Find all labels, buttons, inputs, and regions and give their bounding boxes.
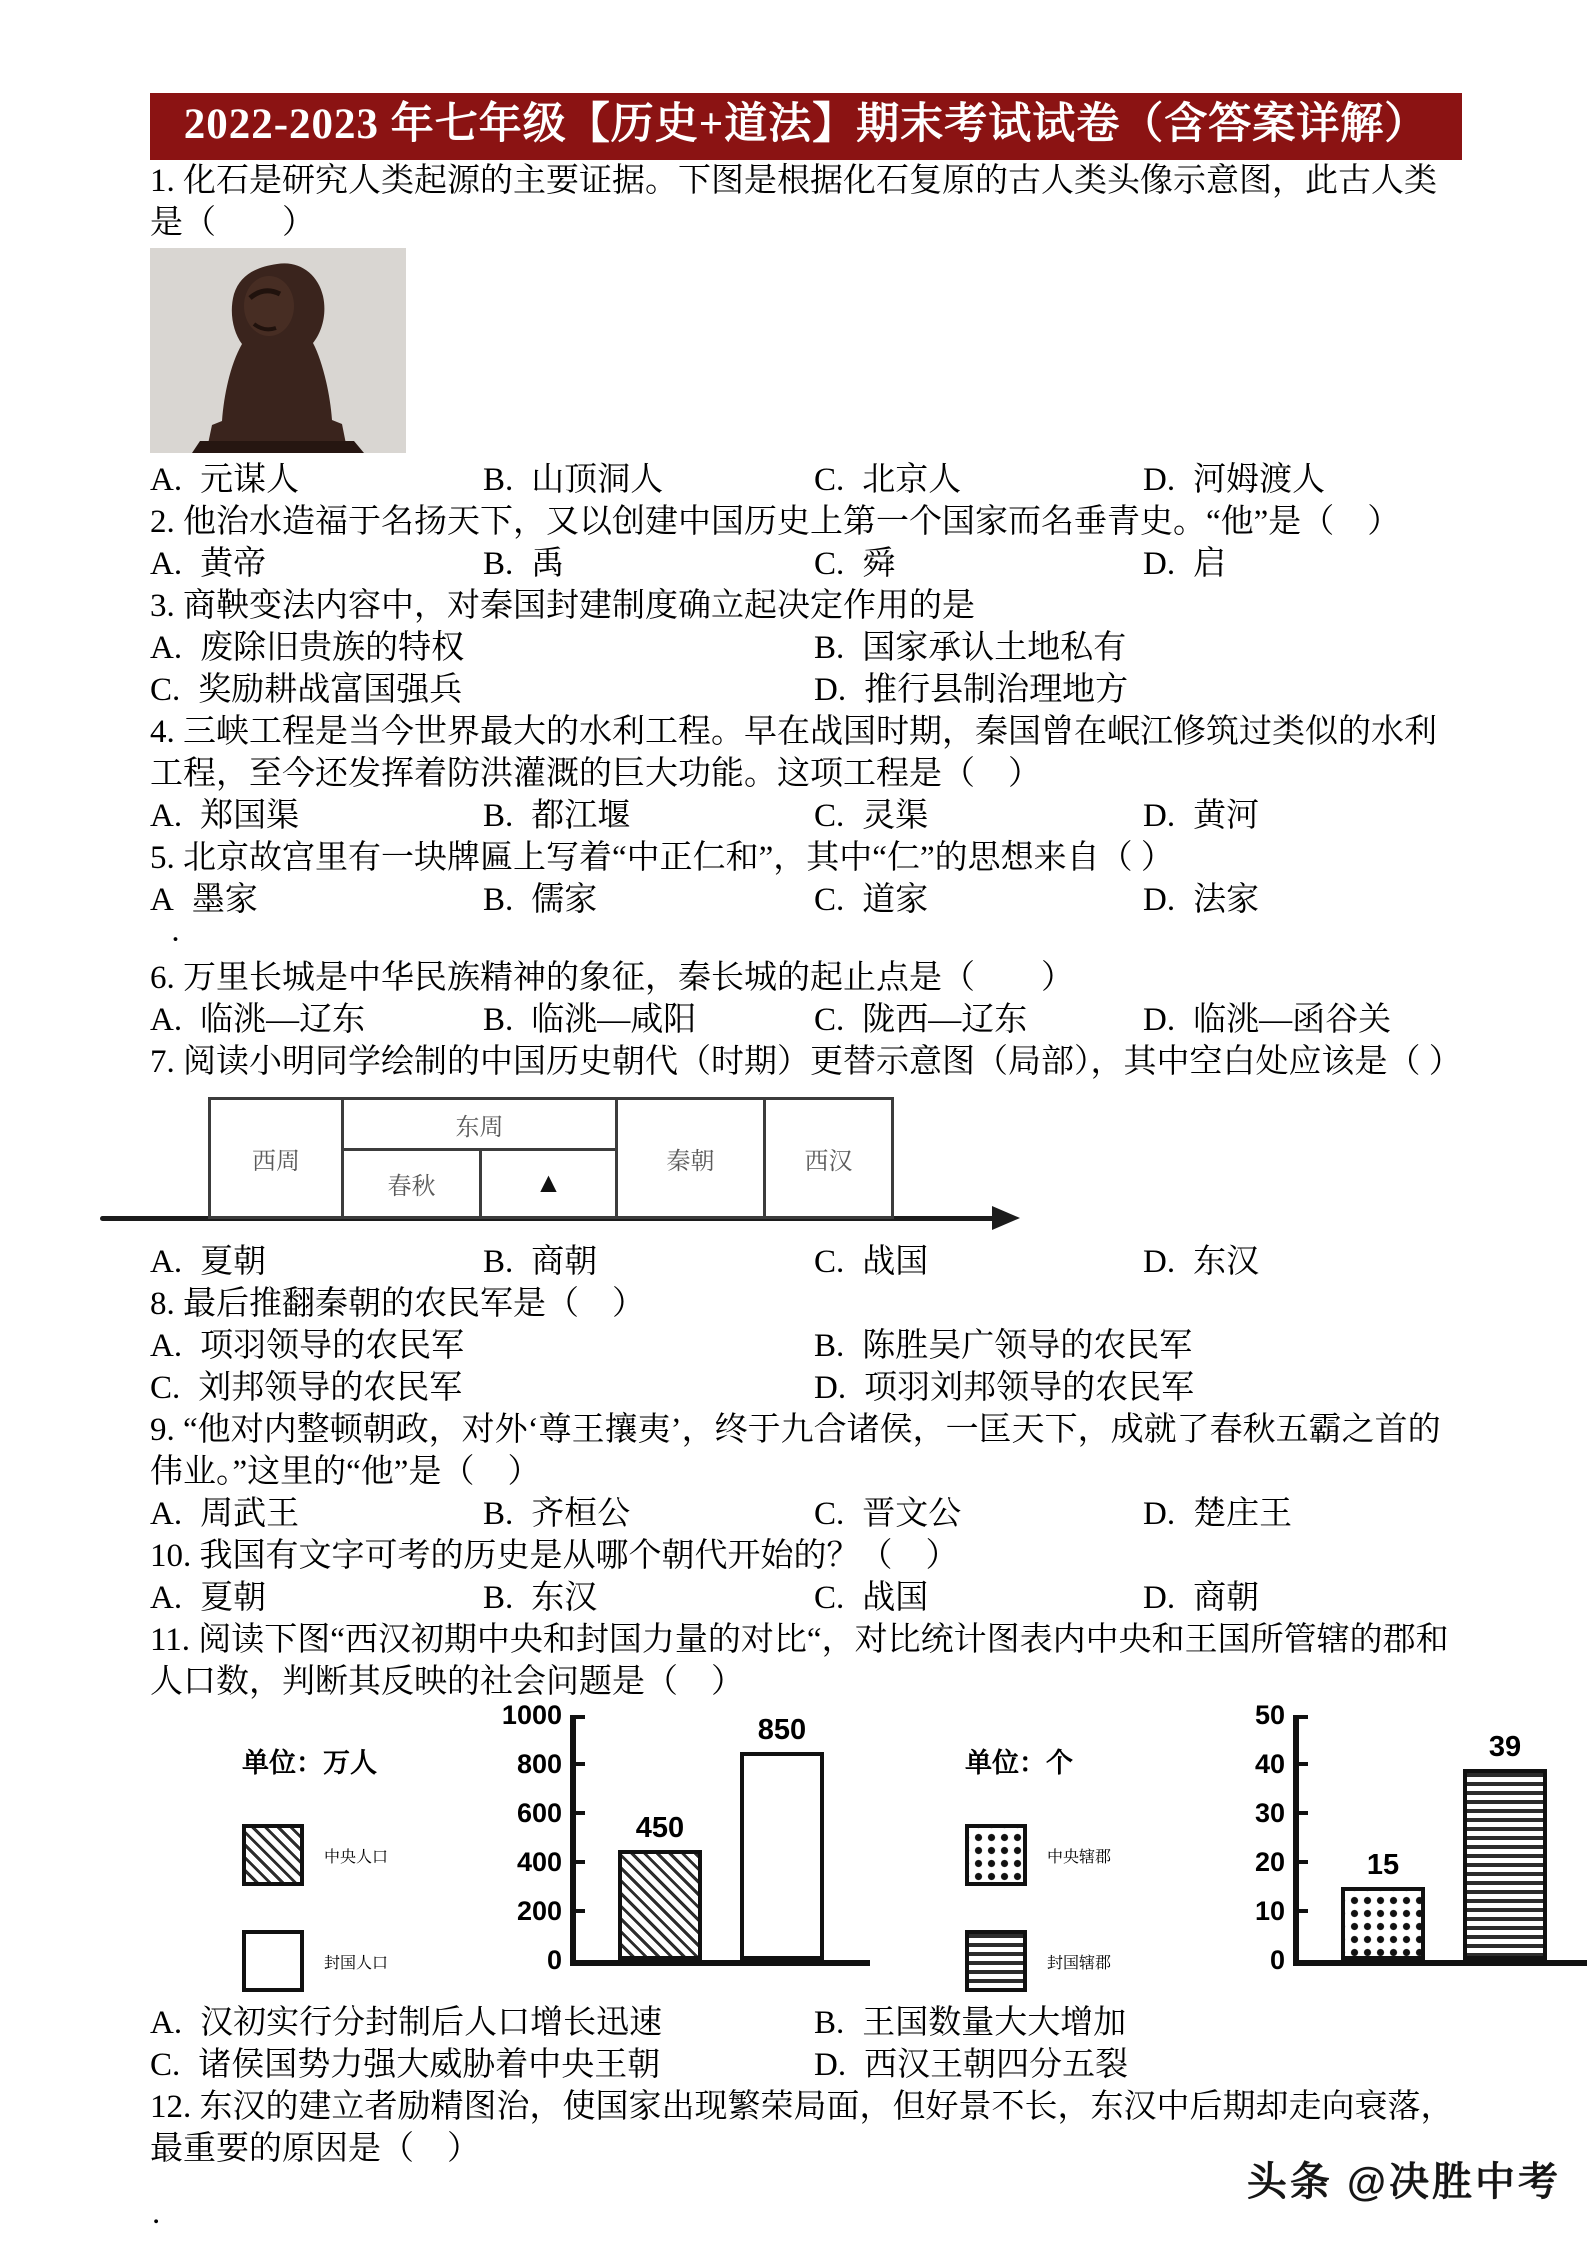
option-b: B. 禹 — [483, 546, 565, 582]
y-tick-label: 30 — [1254, 1798, 1285, 1828]
y-tick-label: 10 — [1254, 1896, 1285, 1926]
stray-dot-mark: · — [170, 922, 181, 958]
plot-area — [1254, 1700, 1587, 1975]
question-10-options — [150, 1577, 1462, 1619]
stray-period-mark: . — [152, 2195, 161, 2231]
han-comparison-charts — [242, 1700, 1522, 1992]
option-d: D. 推行县制治理地方 — [814, 672, 1129, 708]
timeline-box-eastern-zhou: 东周 — [344, 1100, 615, 1151]
option-d: D. 楚庄王 — [1143, 1496, 1293, 1532]
plot-area — [501, 1700, 870, 1975]
timeline-box-western-zhou: 西周 — [208, 1097, 344, 1219]
question-8-options-row-2 — [150, 1367, 1462, 1409]
legend-item-kingdom-population: 封国人口 — [242, 1930, 492, 1992]
question-12-text: 12. 东汉的建立者励精图治，使国家出现繁荣局面，但好景不长，东汉中后期却走向衰落，最重要的原因是（ ） — [150, 2089, 1454, 2167]
question-11-options-row-2 — [150, 2044, 1462, 2086]
option-c: C. 灵渠 — [814, 798, 929, 834]
option-a: A. 黄帝 — [150, 546, 267, 582]
option-a: A. 项羽领导的农民军 — [150, 1328, 465, 1364]
question-6-text: 6. 万里长城是中华民族精神的象征，秦长城的起止点是（ ） — [150, 960, 1074, 996]
option-c: C. 诸侯国势力强大威胁着中央王朝 — [150, 2047, 661, 2083]
bar-central-prefectures — [1341, 1848, 1425, 1961]
question-11-options-row-1 — [150, 2002, 1462, 2044]
question-1-text: 1. 化石是研究人类起源的主要证据。下图是根据化石复原的古人类头像示意图，此古人类是（ ） — [150, 163, 1437, 241]
option-c: C. 奖励耕战富国强兵 — [150, 672, 463, 708]
bar-value-label: 850 — [757, 1713, 807, 1746]
option-c: C. 战国 — [814, 1580, 929, 1616]
page-title: 2022-2023 年七年级【历史+道法】期末考试试卷（含答案详解） — [150, 93, 1462, 160]
legend-item-central-prefectures: 中央辖郡 — [965, 1824, 1215, 1886]
option-d: D. 项羽刘邦领导的农民军 — [814, 1370, 1195, 1406]
option-c: C. 晋文公 — [814, 1496, 962, 1532]
option-a: A 墨家 — [150, 882, 258, 918]
option-b: B. 国家承认土地私有 — [814, 630, 1127, 666]
option-a: A. 汉初实行分封制后人口增长迅速 — [150, 2005, 663, 2041]
ancient-human-bust-image — [150, 248, 406, 453]
legend-item-kingdom-prefectures: 封国辖郡 — [965, 1930, 1215, 1992]
population-bar-chart — [242, 1700, 870, 1992]
y-tick-label: 40 — [1254, 1749, 1285, 1779]
question-4-text: 4. 三峡工程是当今世界最大的水利工程。早在战国时期，秦国曾在岷江修筑过类似的水利工程，至今还发挥着防洪灌溉的巨大功能。这项工程是（ ） — [150, 714, 1437, 792]
option-c: C. 北京人 — [814, 462, 962, 498]
option-a: A. 临洮—辽东 — [150, 1002, 366, 1038]
question-2-options — [150, 543, 1462, 585]
option-b: B. 齐桓公 — [483, 1496, 631, 1532]
y-tick-label: 400 — [516, 1847, 562, 1877]
question-8-options-row-1 — [150, 1325, 1462, 1367]
question-9-text: 9. “他对内整顿朝政，对外‘尊王攘夷’，终于九合诸侯，一匡天下，成就了春秋五霸之首的伟业。”这里的“他”是（ ） — [150, 1412, 1441, 1490]
y-tick-label: 600 — [516, 1798, 562, 1828]
option-d: D. 法家 — [1143, 882, 1260, 918]
option-c: C. 道家 — [814, 882, 929, 918]
legend-item-central-population: 中央人口 — [242, 1824, 492, 1886]
y-tick-label: 0 — [1269, 1945, 1285, 1975]
question-3-text: 3. 商鞅变法内容中，对秦国封建制度确立起决定作用的是 — [150, 588, 975, 624]
question-5-text: 5. 北京故宫里有一块牌匾上写着“中正仁和”，其中“仁”的思想来自（ ） — [150, 840, 1174, 876]
option-a: A. 夏朝 — [150, 1580, 267, 1616]
option-b: B. 王国数量大大增加 — [814, 2005, 1127, 2041]
option-a: A. 夏朝 — [150, 1244, 267, 1280]
question-11-text: 11. 阅读下图“西汉初期中央和封国力量的对比“，对比统计图表内中央和王国所管辖的郡和人口数，判断其反映的社会问题是（ ） — [150, 1622, 1449, 1700]
y-tick-label: 20 — [1254, 1847, 1285, 1877]
timeline-boxes — [208, 1097, 894, 1219]
option-b: B. 陈胜吴广领导的农民军 — [814, 1328, 1193, 1364]
y-tick-label: 200 — [516, 1896, 562, 1926]
y-tick-label: 800 — [516, 1749, 562, 1779]
option-a: A. 废除旧贵族的特权 — [150, 630, 465, 666]
question-6-options — [150, 999, 1462, 1041]
option-d: D. 河姆渡人 — [1143, 462, 1326, 498]
timeline-box-qin: 秦朝 — [618, 1097, 766, 1219]
question-4-options — [150, 795, 1462, 837]
option-b: B. 商朝 — [483, 1244, 598, 1280]
option-d: D. 西汉王朝四分五裂 — [814, 2047, 1129, 2083]
option-d: D. 启 — [1143, 546, 1227, 582]
bar-value-label: 15 — [1366, 1848, 1400, 1881]
option-c: C. 舜 — [814, 546, 896, 582]
bar-value-label: 39 — [1488, 1730, 1522, 1763]
question-10-text: 10. 我国有文字可考的历史是从哪个朝代开始的？（ ） — [150, 1538, 959, 1574]
option-d: D. 黄河 — [1143, 798, 1260, 834]
y-tick-label: 0 — [546, 1945, 562, 1975]
option-b: B. 临洮—咸阳 — [483, 1002, 697, 1038]
watermark-toutiao-juesheng-zhongkao: 头条 @决胜中考 — [1246, 2160, 1561, 2204]
chart-unit-label: 单位：个 — [965, 1748, 1073, 1778]
plain-swatch-icon — [242, 1930, 304, 1992]
option-c: C. 陇西—辽东 — [814, 1002, 1028, 1038]
horizontal-stripes-swatch-icon — [965, 1930, 1027, 1992]
chart-unit-label: 单位：万人 — [242, 1748, 377, 1778]
question-5-options — [150, 879, 1462, 921]
question-8-text: 8. 最后推翻秦朝的农民军是（ ） — [150, 1286, 645, 1322]
bar-value-label: 450 — [635, 1811, 685, 1844]
question-7-text: 7. 阅读小明同学绘制的中国历史朝代（时期）更替示意图（局部），其中空白处应该是（ ） — [150, 1044, 1462, 1080]
option-b: B. 东汉 — [483, 1580, 598, 1616]
question-3-options-row-1 — [150, 627, 1462, 669]
option-a: A. 元谋人 — [150, 462, 300, 498]
dot-grid-swatch-icon — [965, 1824, 1027, 1886]
option-c: C. 战国 — [814, 1244, 929, 1280]
option-b: B. 都江堰 — [483, 798, 631, 834]
option-d: D. 东汉 — [1143, 1244, 1260, 1280]
question-3-options-row-2 — [150, 669, 1462, 711]
y-tick-label: 1000 — [501, 1700, 562, 1730]
question-1-options — [150, 459, 1462, 501]
bar-kingdom-population — [740, 1713, 824, 1960]
timeline-box-spring-autumn: 春秋 — [344, 1151, 482, 1216]
question-2-text: 2. 他治水造福于名扬天下，又以创建中国历史上第一个国家而名垂青史。“他”是（ ） — [150, 504, 1401, 540]
dynasty-timeline-diagram — [150, 1089, 1462, 1239]
timeline-box-western-han: 西汉 — [766, 1097, 894, 1219]
option-a: A. 郑国渠 — [150, 798, 300, 834]
timeline-box-eastern-zhou-group — [344, 1097, 618, 1219]
option-b: B. 儒家 — [483, 882, 598, 918]
y-tick-label: 50 — [1254, 1700, 1285, 1730]
question-9-options — [150, 1493, 1462, 1535]
option-c: C. 刘邦领导的农民军 — [150, 1370, 463, 1406]
bar-central-population — [618, 1811, 702, 1960]
option-d: D. 临洮—函谷关 — [1143, 1002, 1392, 1038]
option-b: B. 山顶洞人 — [483, 462, 664, 498]
prefecture-bar-chart — [965, 1700, 1587, 1992]
diagonal-hatch-swatch-icon — [242, 1824, 304, 1886]
option-a: A. 周武王 — [150, 1496, 300, 1532]
option-d: D. 商朝 — [1143, 1580, 1260, 1616]
exam-content — [150, 93, 1522, 2231]
bar-kingdom-prefectures — [1463, 1730, 1547, 1960]
question-7-options — [150, 1241, 1462, 1283]
timeline-arrowhead-icon — [992, 1206, 1020, 1230]
timeline-box-blank-triangle: ▲ — [534, 1167, 563, 1199]
